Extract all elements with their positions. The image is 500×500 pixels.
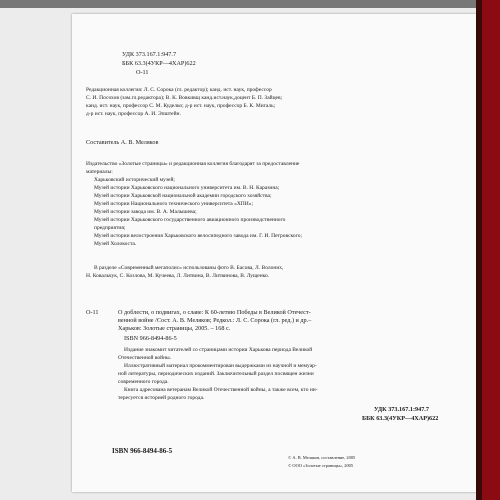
photos-line: Н. Ковальчук, С. Козлова, М. Кучеева, Л. Литвина, В. Литвинова, В. Лущенко.	[86, 273, 270, 279]
book-cover-edge	[482, 0, 500, 500]
entry-isbn: ISBN 966-8494-86-5	[124, 335, 177, 342]
thanks-line: Музей истории Харьковского национального университета им. В. Н. Каразина;	[94, 185, 280, 191]
footer-isbn: ISBN 966-8494-86-5	[112, 447, 173, 455]
annotation-line: Отечественной войны.	[118, 355, 172, 361]
top-shadow	[0, 0, 500, 8]
board-line: С. И. Посохов (зам.гл.редактора); В. К. Вовкивщ канд.ист.наук,доцент Б. П. Зайцев;	[86, 95, 283, 101]
annotation-line: ной литературы, периодических изданий. Заключительный раздел посвящен жизни	[118, 371, 314, 377]
thanks-line: Харьковский исторический музей;	[94, 177, 175, 183]
photos-line: В разделе «Современный мегаполис» использованы фото В. Басова, Л. Волоних,	[94, 265, 284, 271]
annotation-line: Книга адресована ветеранам Великой Отечественной войны, а также всем, кто ин-	[124, 387, 318, 393]
board-line: д-р ист. наук, профессор А. И. Эпштейн.	[86, 111, 181, 117]
thanks-line: Музей истории Харьковской национальной академии городского хозяйства;	[94, 193, 272, 199]
header-bbk: ББК 63.3(4УКР—4ХАР)622	[122, 60, 196, 67]
book-page	[72, 14, 476, 492]
header-code: О-11	[136, 69, 149, 76]
annotation-line: Иллюстративный материал прокомментирован выдержками из научной и мемуар-	[124, 363, 317, 369]
thanks-line: материалы:	[86, 169, 113, 175]
board-line: Редакционная коллегия: Л. С. Сорока (гл. редактор); канд. ист. наук, профессор	[86, 87, 272, 93]
annotation-line: Издание знакомит читателей со страницами истории Харькова периода Великой	[124, 347, 313, 353]
copyright-compiler: © А. В. Меляков, составление, 2005	[288, 455, 356, 460]
entry-udk: УДК 373.167.1:947.7	[374, 406, 429, 413]
entry-line: Харьков: Золотые страницы, 2005. – 168 с.	[118, 325, 231, 332]
thanks-line: Музей истории Харьковского государственного авиационного производственного	[94, 217, 286, 223]
header-udk: УДК 373.167.1:947.7	[122, 51, 177, 58]
board-line: канд. ист. наук, профессор С. М. Куделко; д-р ист. наук, профессор Б. К. Мигаль;	[86, 103, 276, 109]
entry-line: венной войне /Сост. А. В. Меляков; Редкол.: Л. С. Сорока (гл. ред.) и др.–	[118, 317, 312, 324]
annotation-line: тересуется историей родного города.	[118, 395, 205, 401]
thanks-line: Музей истории Национального технического университета «ХПИ»;	[94, 201, 254, 207]
compiler: Составитель А. В. Меляков	[86, 139, 159, 146]
thanks-line: Издательство «Золотые страницы» и редакционная коллегия благодарят за предоставление	[86, 161, 300, 167]
entry-title-line: О доблести, о подвигах, о славе: К 60-летию Победы в Великой Отечест-	[118, 309, 311, 316]
thanks-line: предприятия;	[94, 225, 126, 231]
copyright-publisher: © ООО «Золотые страницы», 2005	[288, 463, 354, 468]
annotation-line: современного города.	[118, 379, 169, 385]
thanks-line: Музей истории велостроения Харьковского велосипедного завода им. Г. И. Петровского;	[94, 233, 303, 239]
entry-bbk: ББК 63.3(4УКР—4ХАР)622	[362, 415, 439, 422]
thanks-line: Музей истории завода им. В. А. Малышева;	[94, 209, 197, 215]
entry-code: О-11	[86, 309, 99, 316]
thanks-line: Музей Холокоста.	[94, 241, 137, 247]
